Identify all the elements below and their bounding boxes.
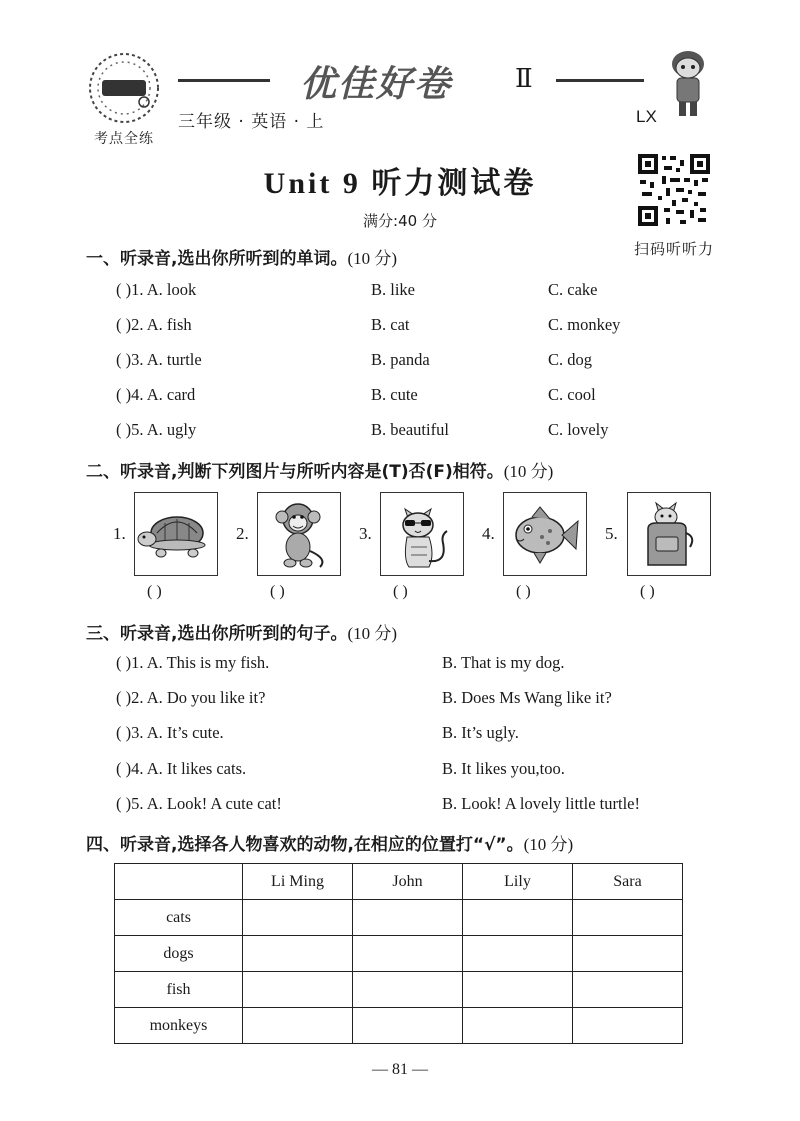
- s2-pic2-monkey: [257, 492, 341, 576]
- header-rule-left: [178, 79, 270, 82]
- s2-pic3-answer[interactable]: ( ): [393, 583, 408, 600]
- row-label-cats: cats: [115, 900, 243, 936]
- col-header-john: John: [353, 864, 463, 900]
- s1-q2-c: C. monkey: [548, 315, 621, 334]
- s3-q1-b: B. That is my dog.: [442, 653, 565, 672]
- answer-cell[interactable]: [353, 1008, 463, 1044]
- cat-icon: [381, 493, 463, 575]
- s2-pic4-fish: [503, 492, 587, 576]
- s1-q5-c: C. lovely: [548, 420, 609, 439]
- section2-heading: [86, 457, 553, 482]
- s2-pic2-answer[interactable]: ( ): [270, 583, 285, 600]
- answer-cell[interactable]: [243, 936, 353, 972]
- answer-cell[interactable]: [353, 972, 463, 1008]
- table-header-row: [115, 864, 683, 900]
- s3-q3-b: B. It’s ugly.: [442, 723, 519, 742]
- header-rule-right: [556, 79, 644, 82]
- s2-pic5-cat-bag: [627, 492, 711, 576]
- section3-heading: [86, 619, 397, 644]
- s3-q5-a: ( )5. A. Look! A cute cat!: [116, 794, 282, 813]
- fish-icon: [504, 493, 586, 575]
- section2-points: (10 分): [503, 462, 554, 481]
- answer-cell[interactable]: [573, 900, 683, 936]
- answer-cell[interactable]: [573, 936, 683, 972]
- answer-cell[interactable]: [463, 972, 573, 1008]
- table-row: [115, 1008, 683, 1044]
- s3-q4-a: ( )4. A. It likes cats.: [116, 759, 247, 778]
- row-label-monkeys: monkeys: [115, 1008, 243, 1044]
- s1-q1-b: B. like: [371, 280, 415, 299]
- s1-q2-b: B. cat: [371, 315, 410, 334]
- full-score: 满分:40 分: [363, 212, 437, 230]
- table-corner-cell: [115, 864, 243, 900]
- section1-points: (10 分): [347, 249, 398, 268]
- s1-q3-c: C. dog: [548, 350, 593, 369]
- answer-cell[interactable]: [573, 1008, 683, 1044]
- col-header-lily: Lily: [463, 864, 573, 900]
- answer-cell[interactable]: [463, 936, 573, 972]
- s1-q1-a: ( )1. A. look: [116, 280, 197, 299]
- answer-cell[interactable]: [463, 900, 573, 936]
- section3-points: (10 分): [347, 624, 398, 643]
- answer-cell[interactable]: [353, 936, 463, 972]
- animal-preference-table: [114, 863, 683, 1044]
- s1-q4-c: C. cool: [548, 385, 596, 404]
- answer-cell[interactable]: [573, 972, 683, 1008]
- table-row: [115, 936, 683, 972]
- monkey-icon: [258, 493, 340, 575]
- table-row: [115, 900, 683, 936]
- answer-cell[interactable]: [353, 900, 463, 936]
- s3-q3-a: ( )3. A. It’s cute.: [116, 723, 224, 742]
- answer-cell[interactable]: [243, 900, 353, 936]
- section4-heading: [86, 830, 573, 855]
- s3-q4-b: B. It likes you,too.: [442, 759, 565, 778]
- s1-q4-a: ( )4. A. card: [116, 385, 196, 404]
- brand-badge-icon: [88, 52, 160, 124]
- section4-points: (10 分): [523, 835, 574, 854]
- answer-cell[interactable]: [463, 1008, 573, 1044]
- page-title: Unit 9 听力测试卷: [263, 167, 537, 200]
- col-header-sara: Sara: [573, 864, 683, 900]
- qr-caption: 扫码听听力: [633, 240, 714, 258]
- s2-pic1-answer[interactable]: ( ): [147, 583, 162, 600]
- cat-bag-icon: [628, 493, 710, 575]
- brand-suffix: Ⅱ: [515, 64, 533, 94]
- qr-code-icon[interactable]: [636, 152, 712, 228]
- s2-pic5-num: 5.: [605, 524, 618, 543]
- section1-heading: [86, 244, 397, 269]
- turtle-icon: [135, 493, 217, 575]
- s3-q5-b: B. Look! A lovely little turtle!: [442, 794, 640, 813]
- s1-q5-a: ( )5. A. ugly: [116, 420, 197, 439]
- mascot-icon: [660, 46, 716, 118]
- s3-q2-b: B. Does Ms Wang like it?: [442, 688, 612, 707]
- s1-q3-a: ( )3. A. turtle: [116, 350, 202, 369]
- grade-line: 三年级 · 英语 · 上: [178, 112, 325, 132]
- s1-q5-b: B. beautiful: [371, 420, 449, 439]
- col-header-li-ming: Li Ming: [243, 864, 353, 900]
- s3-q2-a: ( )2. A. Do you like it?: [116, 688, 266, 707]
- section4-title: 四、听录音,选择各人物喜欢的动物,在相应的位置打“√”。: [86, 835, 524, 855]
- s1-q2-a: ( )2. A. fish: [116, 315, 192, 334]
- s2-pic4-answer[interactable]: ( ): [516, 583, 531, 600]
- row-label-dogs: dogs: [115, 936, 243, 972]
- s2-pic3-num: 3.: [359, 524, 372, 543]
- section2-title: 二、听录音,判断下列图片与所听内容是(T)否(F)相符。: [86, 462, 504, 482]
- s2-pic4-num: 4.: [482, 524, 495, 543]
- table-row: [115, 972, 683, 1008]
- s2-pic1-turtle: [134, 492, 218, 576]
- s2-pic3-cat: [380, 492, 464, 576]
- brand-title: 优佳好卷: [300, 64, 453, 105]
- page-number: — 81 —: [372, 1061, 428, 1078]
- s3-q1-a: ( )1. A. This is my fish.: [116, 653, 270, 672]
- s2-pic2-num: 2.: [236, 524, 249, 543]
- s1-q3-b: B. panda: [371, 350, 430, 369]
- s2-pic5-answer[interactable]: ( ): [640, 583, 655, 600]
- section1-title: 一、听录音,选出你所听到的单词。: [86, 249, 348, 269]
- answer-cell[interactable]: [243, 972, 353, 1008]
- answer-cell[interactable]: [243, 1008, 353, 1044]
- badge-caption: 考点全练: [94, 131, 154, 147]
- s2-pic1-num: 1.: [113, 524, 126, 543]
- s1-q4-b: B. cute: [371, 385, 418, 404]
- section3-title: 三、听录音,选出你所听到的句子。: [86, 624, 348, 644]
- s1-q1-c: C. cake: [548, 280, 598, 299]
- edition-code: LX: [636, 107, 657, 126]
- row-label-fish: fish: [115, 972, 243, 1008]
